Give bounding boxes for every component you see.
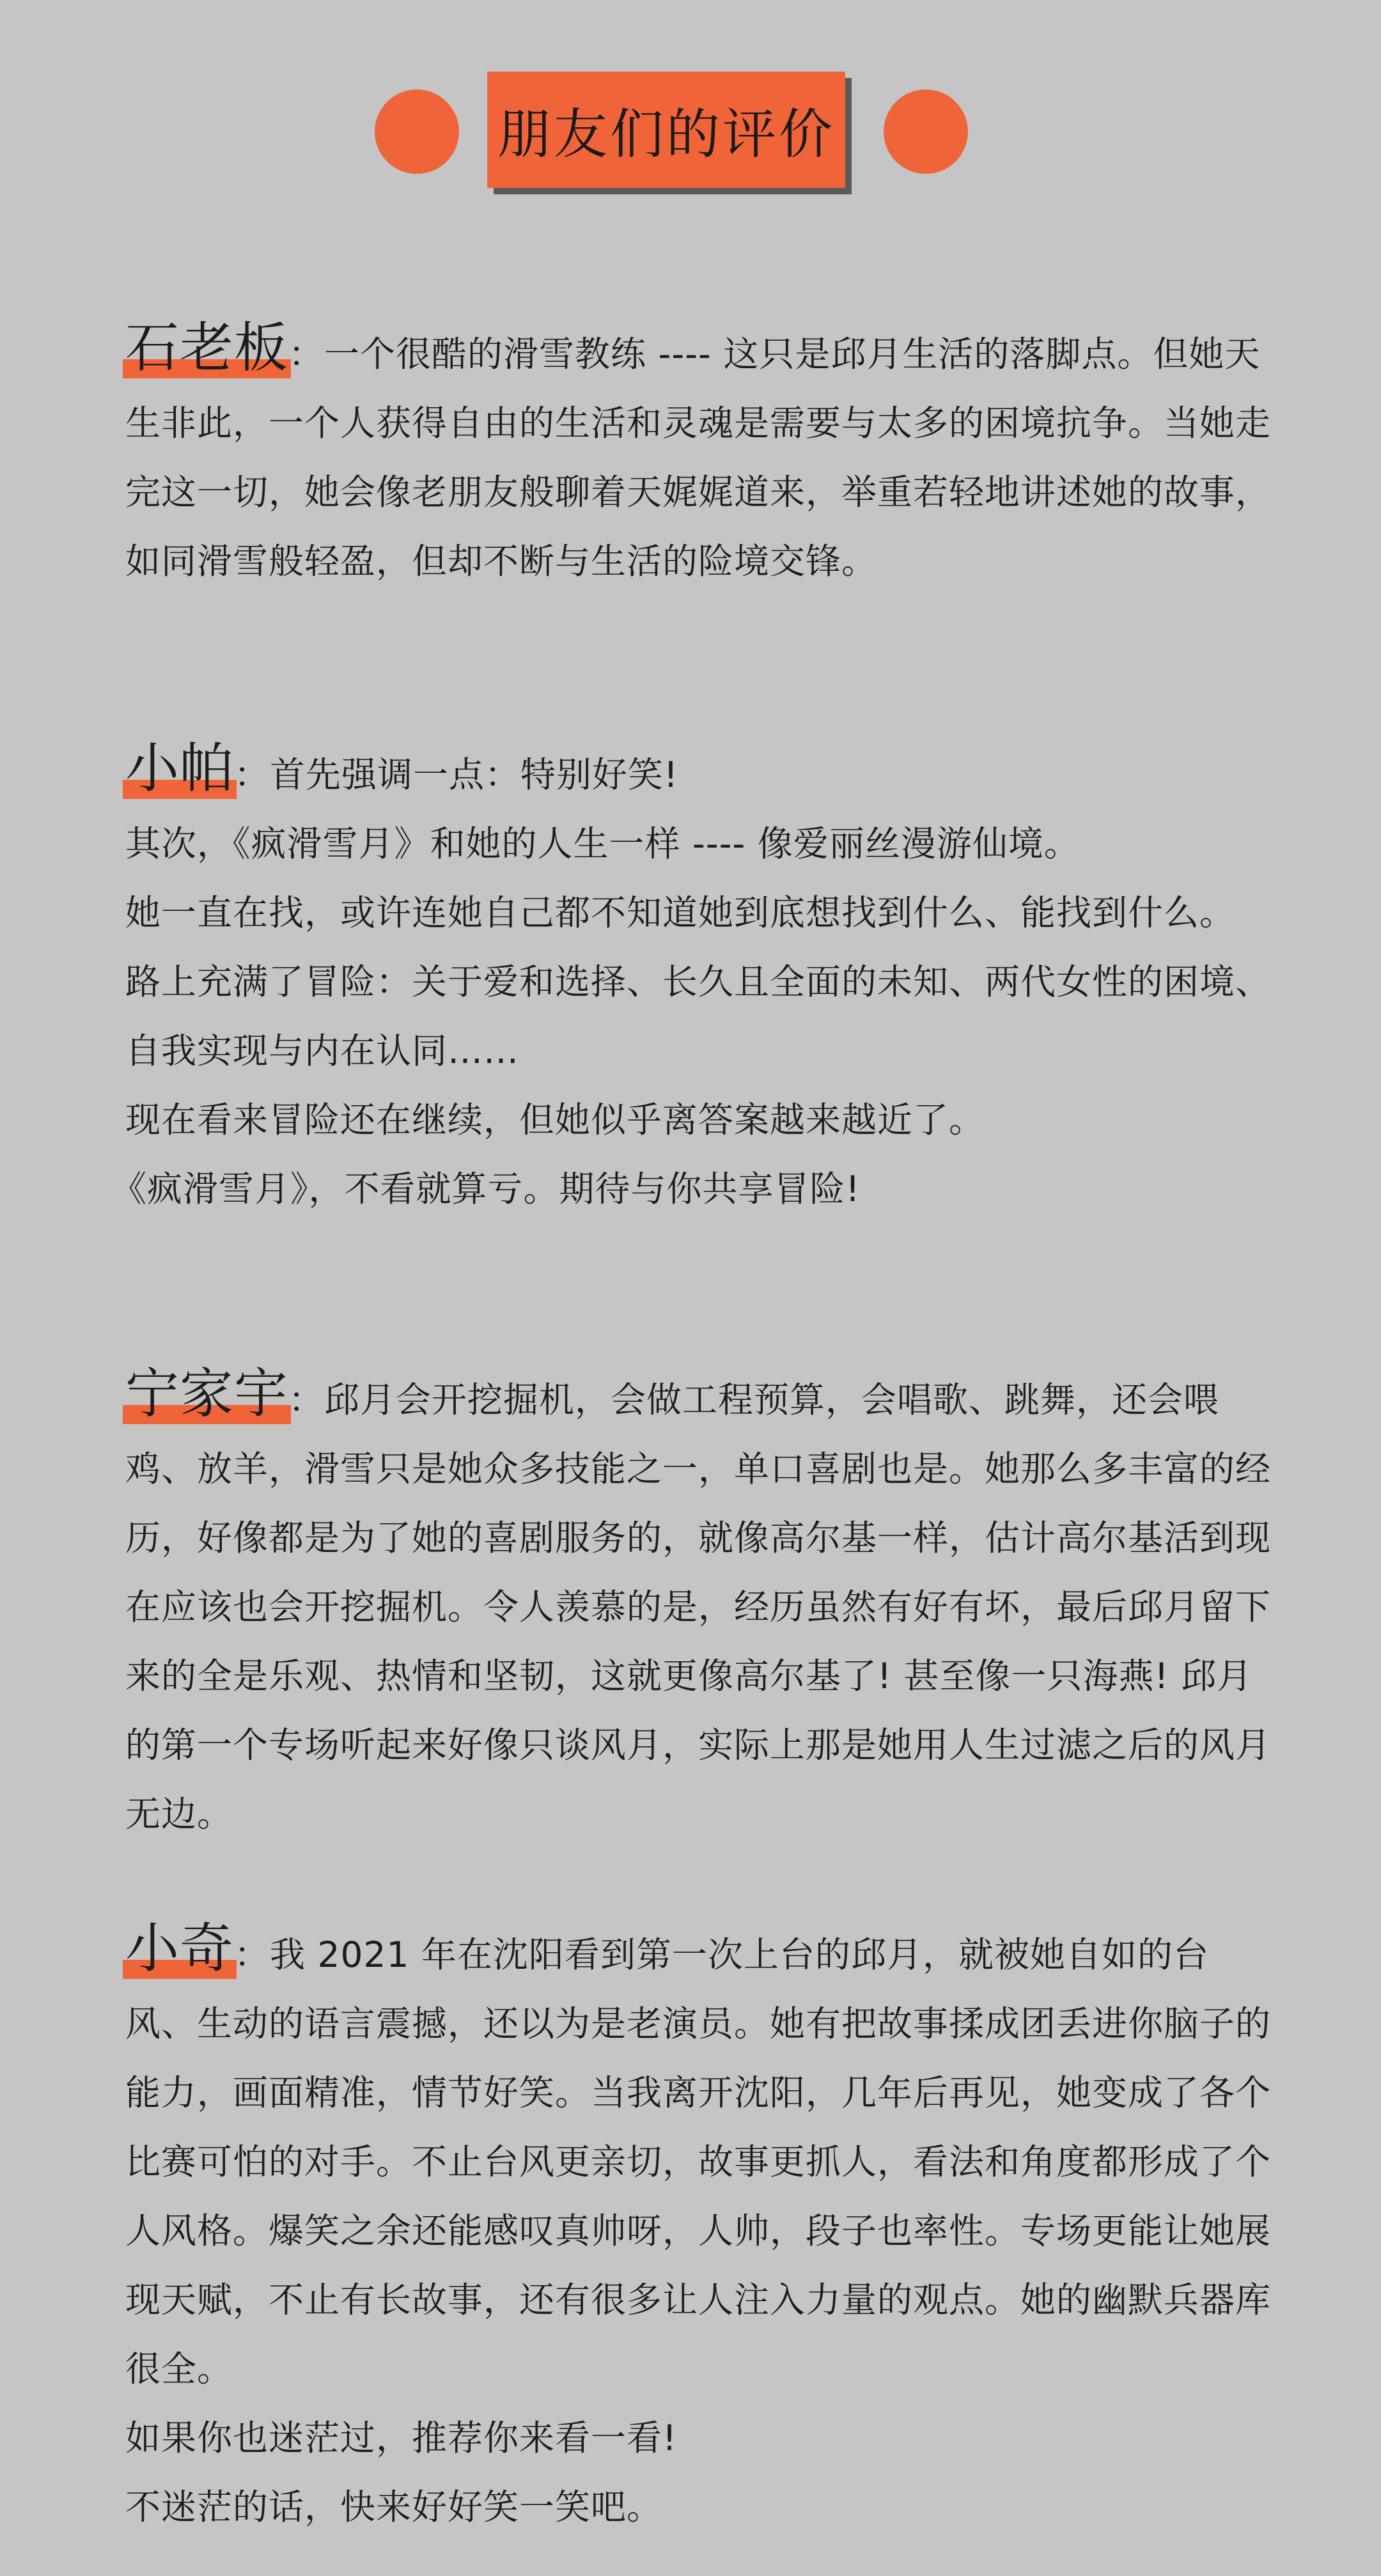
review-paragraph: 她一直在找，或许连她自己都不知道她到底想找到什么、能找到什么。 [125,892,1236,933]
review-paragraph: 其次，《疯滑雪月》和她的人生一样 ---- 像爱丽丝漫游仙境。 [125,823,1080,864]
name-colon: ： [288,334,325,375]
page-title: 朋友们的评价 [497,102,835,166]
review-section-1 [125,313,1276,596]
reviewer-name: 小帕 [125,734,234,803]
review-paragraph [125,313,1276,596]
review-paragraph: 不迷茫的话，快来好好笑一笑吧。 [125,2487,663,2527]
reviewer-name: 石老板 [125,313,288,382]
review-paragraph: 路上充满了冒险：关于爱和选择、长久且全面的未知、两代女性的困境、自我实现与内在认同…… [125,961,1272,1071]
name-colon: ： [288,1379,325,1420]
review-text: 邱月会开挖掘机，会做工程预算，会唱歌、跳舞，还会喂鸡、放羊，滑雪只是她众多技能之一，单口喜剧也是。她那么多丰富的经历，好像都是为了她的喜剧服务的，就像高尔基一样，估计高尔基活到现在应该也会开挖掘机。令人羡慕的是，经历虽然有好有坏，最后邱月留下来的全是乐观、热情和坚韧，这就更像高尔基了! 甚至像一只海燕! 邱月的第一个专场听起来好像只谈风月，实际上那是她用人生过滤之后的风月无边。 [125,1379,1272,1835]
review-section-4 [125,1914,1276,2541]
review-paragraph [125,1359,1276,1849]
review-paragraph: 如果你也迷茫过，推荐你来看一看! [125,2417,678,2458]
decorative-dot-right [884,89,968,174]
review-text: 首先强调一点：特别好笑! [270,754,679,795]
name-colon: ： [234,754,270,795]
review-section-3 [125,1359,1276,1849]
review-paragraph: 《疯滑雪月》，不看就算亏。期待与你共享冒险! [111,1168,861,1209]
review-section-2 [111,734,1276,1223]
title-banner [487,72,845,188]
name-colon: ： [234,1934,270,1975]
review-text: 我 2021 年在沈阳看到第一次上台的邱月，就被她自如的台风、生动的语言震撼，还以为是老演员。她有把故事揉成团丢进你脑子的能力，画面精准，情节好笑。当我离开沈阳，几年后再见，她变成了各个比赛可怕的对手。不止台风更亲切，故事更抓人，看法和角度都形成了个人风格。爆笑之余还能感叹真帅呀，人帅，段子也率性。专场更能让她展现天赋，不止有长故事，还有很多让人注入力量的观点。她的幽默兵器库很全。 [125,1934,1272,2389]
reviewer-name: 小奇 [125,1914,234,1983]
review-paragraph [125,1914,1276,2403]
decorative-dot-left [375,89,459,174]
review-paragraph [125,734,1276,809]
review-paragraph: 现在看来冒险还在继续，但她似乎离答案越来越近了。 [125,1099,985,1140]
reviewer-name: 宁家宇 [125,1359,288,1428]
review-text: 一个很酷的滑雪教练 ---- 这只是邱月生活的落脚点。但她天生非此，一个人获得自由的生活和灵魂是需要与太多的困境抗争。当她走完这一切，她会像老朋友般聊着天娓娓道来，举重若轻地讲述她的故事，如同滑雪般轻盈，但却不断与生活的险境交锋。 [125,334,1272,582]
